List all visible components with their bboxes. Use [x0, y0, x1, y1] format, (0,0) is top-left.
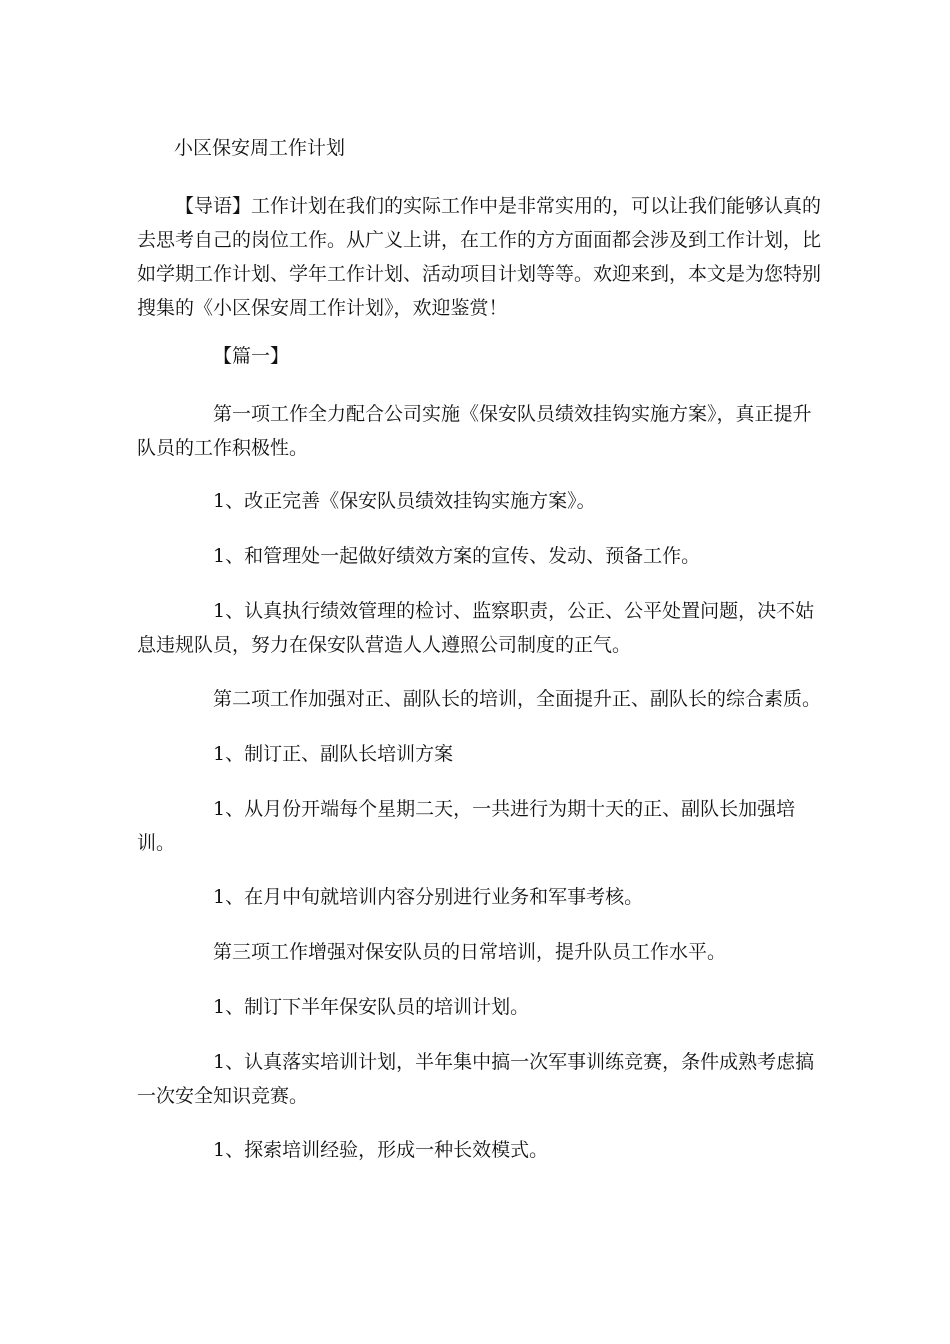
paragraph-10: 1、制订下半年保安队员的培训计划。	[213, 996, 530, 1018]
paragraph-4: 1、认真执行绩效管理的检讨、监察职责，公正、公平处置问题，决不姑息违规队员，努力在保安队营造人人遵照公司制度的正气。	[137, 600, 815, 656]
paragraph-2: 1、改正完善《保安队员绩效挂钩实施方案》。	[213, 490, 596, 512]
section-heading: 【篇一】	[213, 345, 290, 367]
intro-paragraph: 【导语】工作计划在我们的实际工作中是非常实用的，可以让我们能够认真的去思考自己的岗位工作。从广义上讲，在工作的方方面面都会涉及到工作计划，比如学期工作计划、学年工作计划、活动项目计划等等。欢迎来到，本文是为您特别搜集的《小区保安周工作计划》，欢迎鉴赏！	[137, 195, 822, 319]
paragraph-8: 1、在月中旬就培训内容分别进行业务和军事考核。	[213, 886, 644, 908]
paragraph-5: 第二项工作加强对正、副队长的培训，全面提升正、副队长的综合素质。	[213, 688, 822, 710]
paragraph-12: 1、探索培训经验，形成一种长效模式。	[213, 1139, 549, 1161]
paragraph-9: 第三项工作增强对保安队员的日常培训，提升队员工作水平。	[213, 941, 727, 963]
paragraph-3: 1、和管理处一起做好绩效方案的宣传、发动、预备工作。	[213, 545, 701, 567]
paragraph-1: 第一项工作全力配合公司实施《保安队员绩效挂钩实施方案》，真正提升队员的工作积极性。	[137, 403, 812, 459]
paragraph-11: 1、认真落实培训计划，半年集中搞一次军事训练竞赛，条件成熟考虑搞一次安全知识竞赛。	[137, 1051, 815, 1107]
paragraph-6: 1、制订正、副队长培训方案	[213, 743, 454, 765]
document-title: 小区保安周工作计划	[174, 137, 346, 159]
paragraph-7: 1、从月份开端每个星期二天，一共进行为期十天的正、副队长加强培训。	[137, 798, 796, 854]
